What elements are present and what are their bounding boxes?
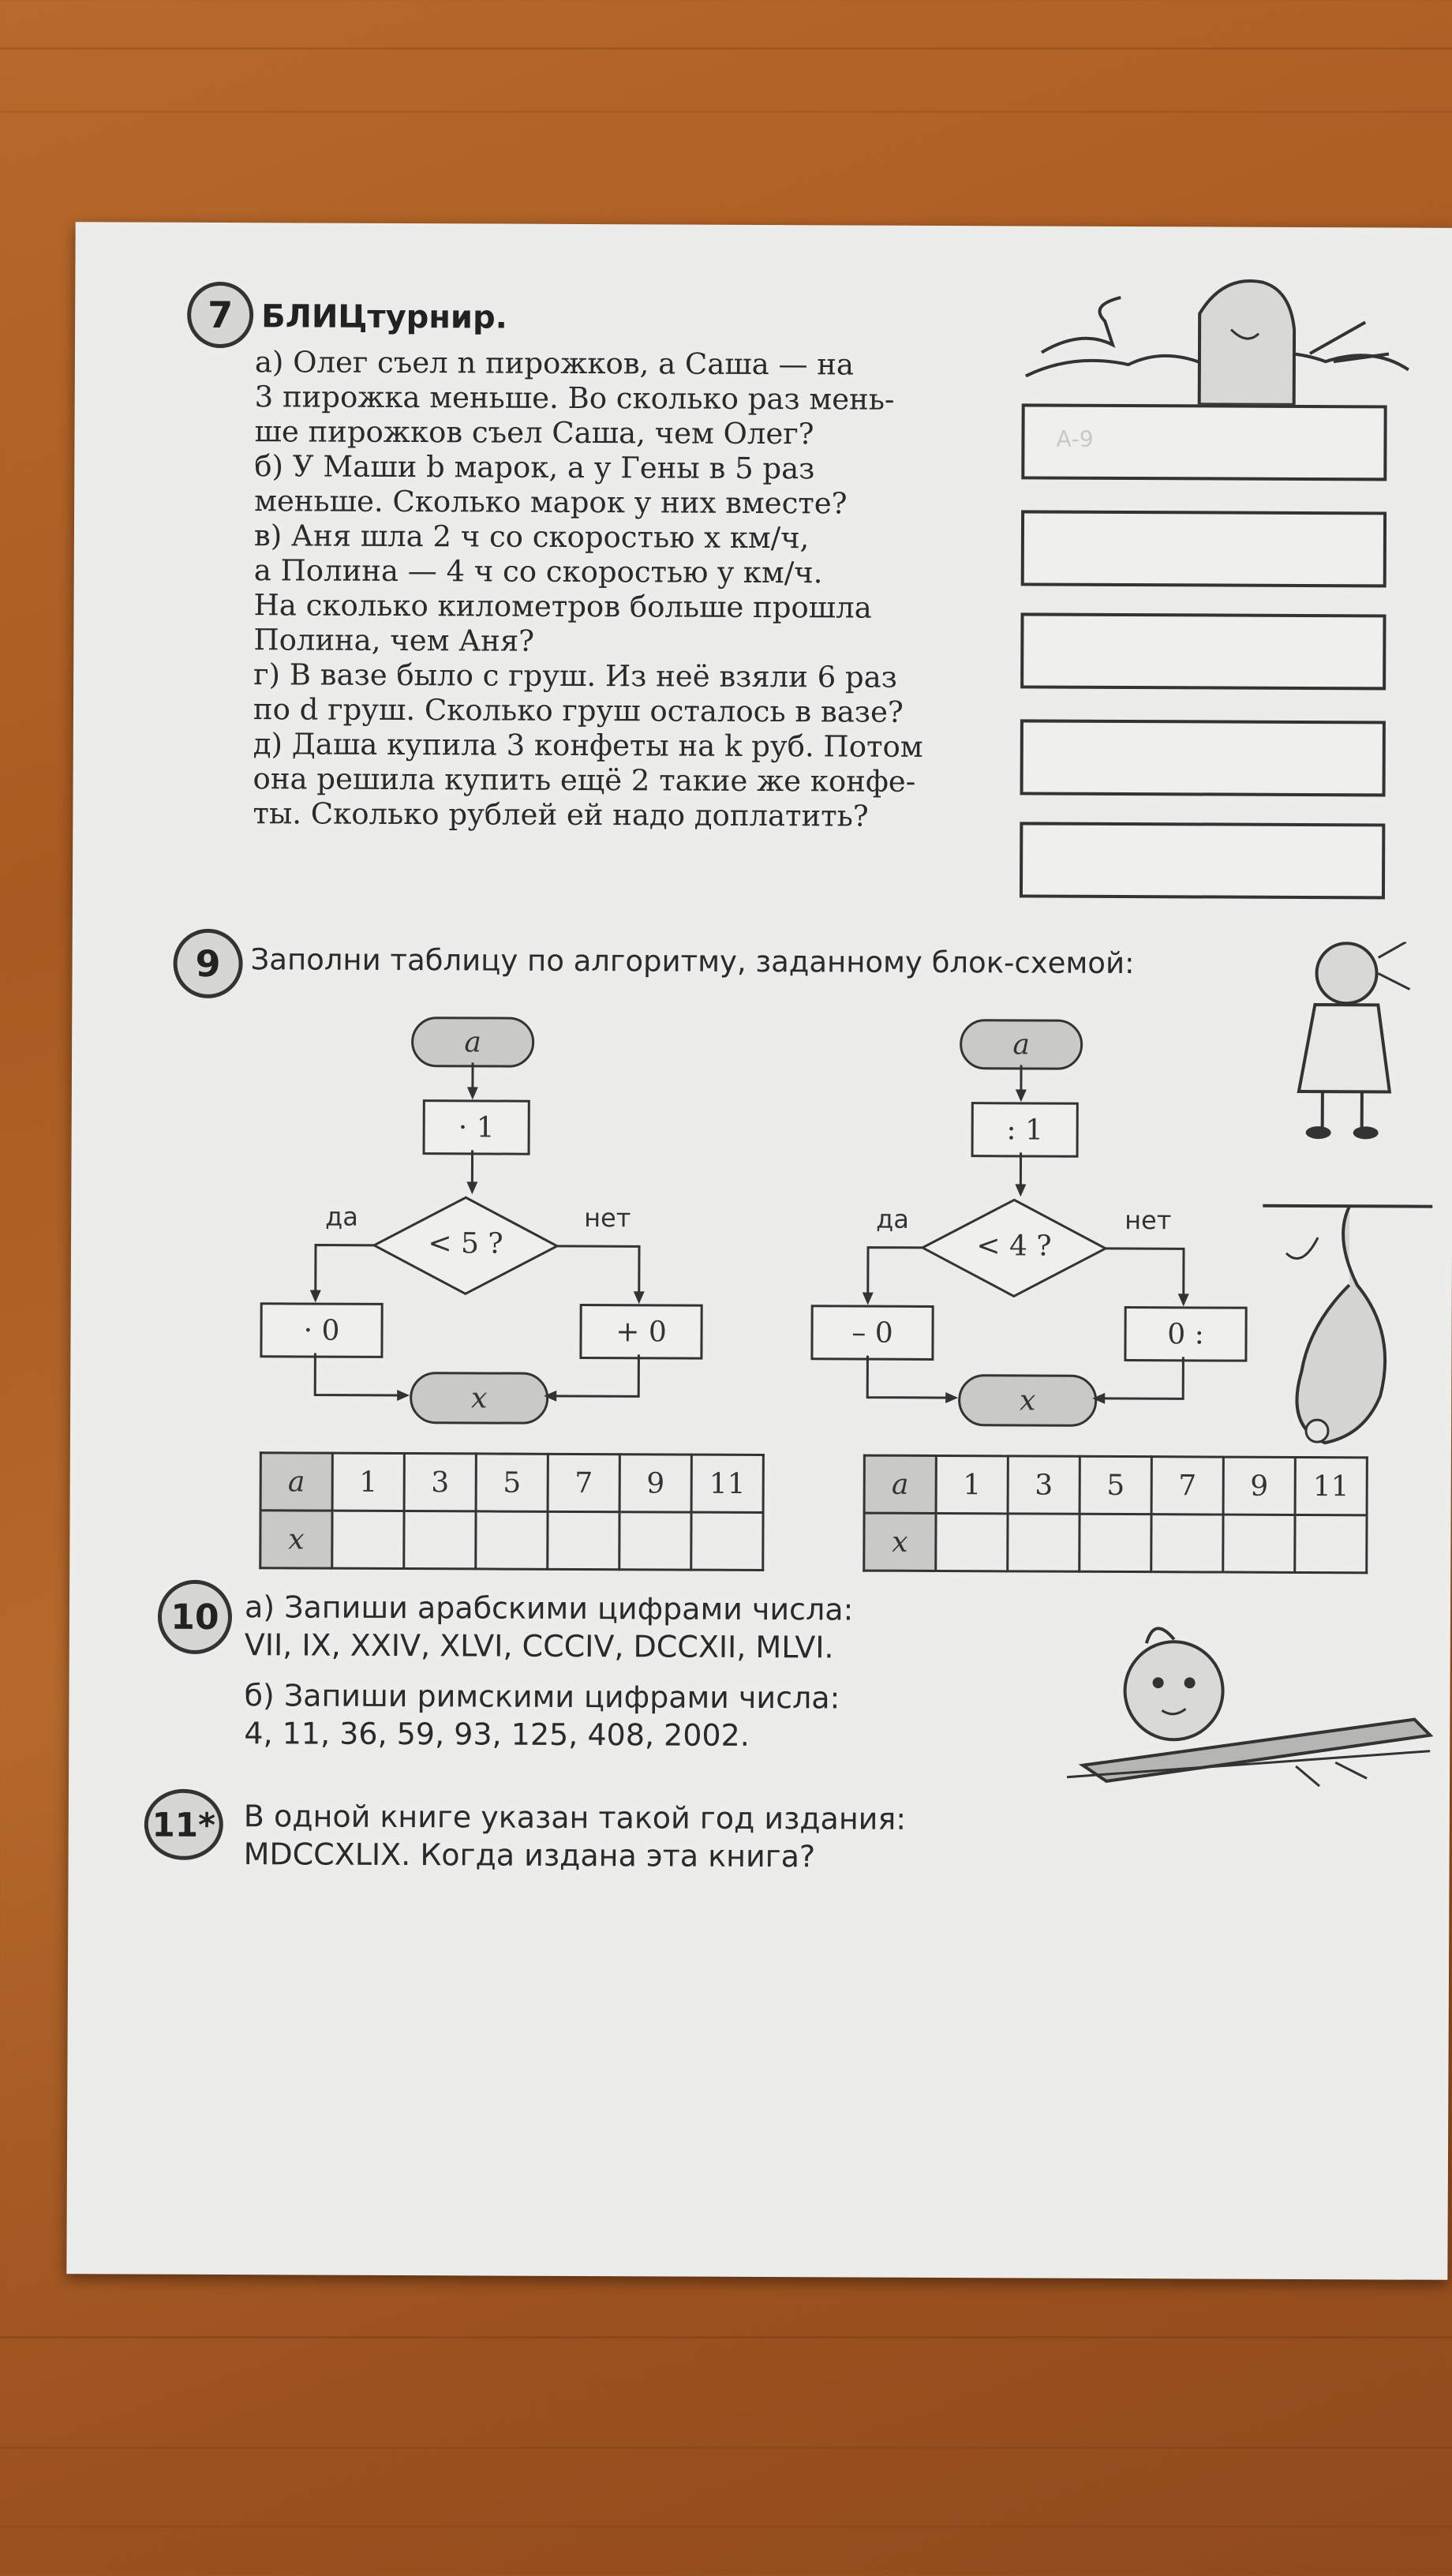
- task7-line: а Полина — 4 ч со скоростью y км/ч.: [253, 553, 823, 590]
- task7-line: она решила купить ещё 2 такие же конфе-: [253, 762, 916, 799]
- task10-line: 4, 11, 36, 59, 93, 125, 408, 2002.: [244, 1716, 750, 1753]
- flowchart-output: x: [410, 1372, 548, 1425]
- table-header-x: x: [260, 1511, 332, 1568]
- table-cell: 5: [1080, 1456, 1151, 1514]
- flowchart-operation: : 1: [971, 1102, 1079, 1158]
- table-cell: 3: [1008, 1456, 1080, 1514]
- table-cell: 9: [1223, 1457, 1295, 1515]
- table-cell: 1: [936, 1455, 1008, 1513]
- task-number-badge: 9: [173, 929, 242, 998]
- pencil-mark: А-9: [1056, 425, 1094, 452]
- task7-line: д) Даша купила 3 конфеты на k руб. Потом: [253, 727, 923, 764]
- task-number-badge: 10: [158, 1580, 232, 1654]
- table-row: [864, 1513, 1367, 1573]
- task7-line: по d груш. Сколько груш осталось в вазе?: [253, 692, 904, 729]
- no-label: нет: [1125, 1205, 1172, 1236]
- task11-line: В одной книге указан такой год издания:: [243, 1799, 907, 1837]
- task7-line: меньше. Сколько марок у них вместе?: [254, 484, 848, 521]
- flowchart-yes-operation: · 0: [260, 1302, 383, 1358]
- task7-line: ты. Сколько рублей ей надо доплатить?: [253, 796, 869, 833]
- table-cell: 11: [691, 1455, 763, 1512]
- wood-grain: [0, 110, 1452, 113]
- table-cell: 1: [332, 1453, 404, 1511]
- table-cell: 5: [476, 1454, 548, 1511]
- wood-grain: [0, 2447, 1452, 2449]
- task-title: Заполни таблицу по алгоритму, заданному блок-схемой:: [250, 942, 1135, 981]
- task10-line: VII, IX, XXIV, XLVI, CCCIV, DCCXII, MLVI.: [244, 1627, 834, 1665]
- answer-cell[interactable]: [619, 1512, 691, 1570]
- answer-cell[interactable]: [1223, 1515, 1295, 1572]
- table-row: [864, 1455, 1367, 1515]
- flowchart-connectors: [70, 222, 1338, 1490]
- task7-line: 3 пирожка меньше. Во сколько раз мень-: [254, 380, 895, 417]
- table-cell: 7: [548, 1454, 619, 1511]
- answer-cell[interactable]: [476, 1511, 548, 1569]
- table-header-a: a: [864, 1455, 936, 1513]
- task7-line: г) В вазе было c груш. Из неё взяли 6 раз: [253, 657, 897, 695]
- task7-line: а) Олег съел n пирожков, а Саша — на: [254, 345, 855, 382]
- task11-line: MDCCXLIX. Когда издана эта книга?: [243, 1837, 816, 1874]
- task-title: БЛИЦтурнир.: [261, 298, 507, 336]
- answer-cell[interactable]: [691, 1512, 763, 1570]
- wood-grain: [0, 2336, 1452, 2338]
- worksheet-page: [66, 222, 1452, 2280]
- answer-cell[interactable]: [1151, 1515, 1223, 1572]
- task7-line: На сколько километров больше прошла: [253, 588, 872, 625]
- task10-line: а) Запиши арабскими цифрами числа:: [244, 1589, 854, 1627]
- table-cell: 7: [1151, 1457, 1223, 1515]
- yes-label: да: [876, 1204, 909, 1234]
- flowchart-no-operation: + 0: [579, 1304, 702, 1360]
- task-number-badge: 11*: [144, 1789, 223, 1860]
- answer-cell[interactable]: [548, 1511, 619, 1569]
- task10-text: [244, 1588, 853, 1754]
- flowchart-input: a: [960, 1019, 1083, 1070]
- decision-label: < 4 ?: [976, 1230, 1052, 1263]
- decision-label: < 5 ?: [428, 1227, 503, 1260]
- table-header-x: x: [864, 1513, 936, 1571]
- table-cell: 9: [619, 1455, 691, 1512]
- yes-label: да: [325, 1201, 359, 1232]
- flowchart-operation: · 1: [423, 1099, 530, 1155]
- answer-cell[interactable]: [1008, 1514, 1080, 1571]
- wood-grain: [0, 47, 1452, 50]
- task7-line: в) Аня шла 2 ч со скоростью x км/ч,: [253, 519, 810, 556]
- task10-line: б) Запиши римскими цифрами числа:: [244, 1678, 840, 1716]
- task7-line: б) У Маши b марок, а у Гены в 5 раз: [254, 449, 815, 486]
- answer-cell[interactable]: [936, 1513, 1008, 1571]
- task-number-badge: 7: [187, 282, 253, 348]
- answer-cell[interactable]: [1080, 1514, 1151, 1571]
- flowchart-yes-operation: – 0: [810, 1305, 934, 1361]
- flowchart-output: x: [958, 1374, 1097, 1427]
- no-label: нет: [584, 1203, 631, 1234]
- table-row: [260, 1511, 763, 1571]
- answer-cell[interactable]: [1295, 1515, 1367, 1572]
- answer-cell[interactable]: [404, 1511, 476, 1569]
- values-table-right: [863, 1455, 1368, 1574]
- table-cell: 11: [1295, 1457, 1367, 1515]
- wood-grain: [0, 2525, 1452, 2528]
- answer-cell[interactable]: [332, 1511, 404, 1568]
- flowchart-no-operation: 0 :: [1124, 1306, 1247, 1362]
- task7-line: Полина, чем Аня?: [253, 623, 535, 658]
- task7-line: ше пирожков съел Саша, чем Олег?: [254, 414, 814, 451]
- task11-text: [244, 1797, 907, 1876]
- table-header-a: a: [260, 1453, 332, 1511]
- table-cell: 3: [404, 1454, 476, 1511]
- boy-book-illustration: [1035, 1616, 1446, 1791]
- flowchart-input: a: [411, 1017, 534, 1068]
